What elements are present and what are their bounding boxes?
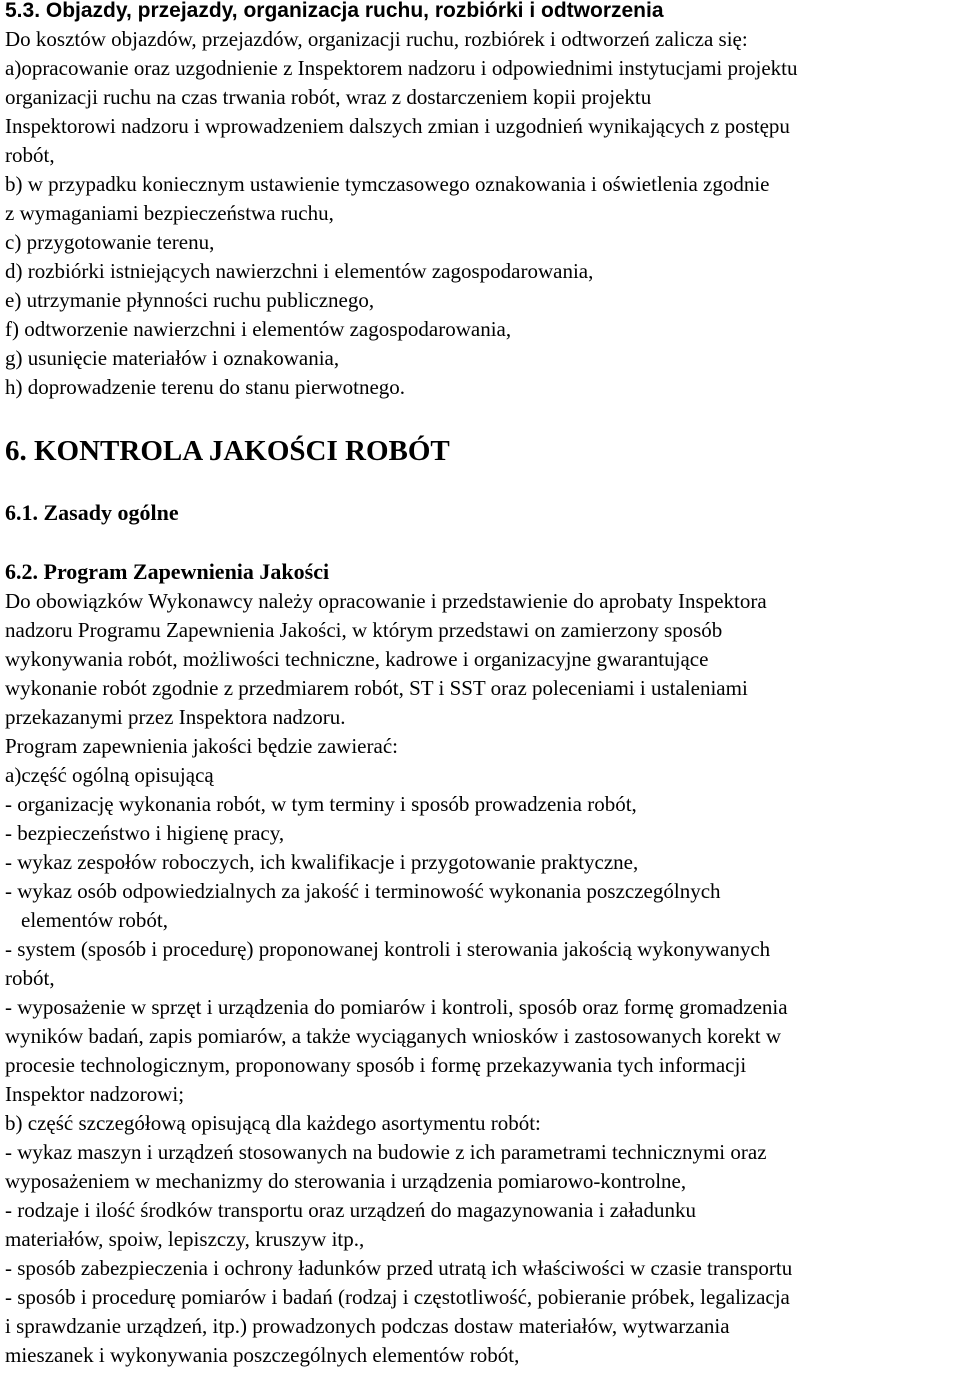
section-5-3-heading: 5.3. Objazdy, przejazdy, organizacja ruchu, rozbiórki i odtworzenia xyxy=(5,0,664,22)
paragraph-line: Do kosztów objazdów, przejazdów, organizacji ruchu, rozbiórek i odtworzeń zalicza się: xyxy=(5,27,748,51)
paragraph-line: d) rozbiórki istniejących nawierzchni i elementów zagospodarowania, xyxy=(5,259,594,283)
section-6-1-heading: 6.1. Zasady ogólne xyxy=(5,500,179,525)
list-item-continuation: robót, xyxy=(5,966,55,990)
list-item-continuation: procesie technologicznym, proponowany sposób i formę przekazywania tych informacji xyxy=(5,1053,747,1077)
list-item-continuation: mieszanek i wykonywania poszczególnych elementów robót, xyxy=(5,1343,520,1367)
list-item: - wyposażenie w sprzęt i urządzenia do pomiarów i kontroli, sposób oraz formę gromadzenia xyxy=(5,995,788,1019)
list-item-continuation: i sprawdzanie urządzeń, itp.) prowadzonych podczas dostaw materiałów, wytwarzania xyxy=(5,1314,730,1338)
paragraph-line: a)część ogólną opisującą xyxy=(5,763,214,787)
paragraph-line: Do obowiązków Wykonawcy należy opracowanie i przedstawienie do aprobaty Inspektora xyxy=(5,589,767,613)
paragraph-line: wykonanie robót zgodnie z przedmiarem robót, ST i SST oraz poleceniami i ustaleniami xyxy=(5,676,748,700)
paragraph-line: Inspektorowi nadzoru i wprowadzeniem dalszych zmian i uzgodnień wynikających z postępu xyxy=(5,114,790,138)
list-item: - wykaz zespołów roboczych, ich kwalifikacje i przygotowanie praktyczne, xyxy=(5,850,639,874)
list-item-continuation: Inspektor nadzorowi; xyxy=(5,1082,185,1106)
list-item: - bezpieczeństwo i higienę pracy, xyxy=(5,821,285,845)
list-item-continuation: wyników badań, zapis pomiarów, a także wyciąganych wniosków i zastosowanych korekt w xyxy=(5,1024,782,1048)
list-item: - rodzaje i ilość środków transportu oraz urządzeń do magazynowania i załadunku xyxy=(5,1198,696,1222)
list-item: - wykaz osób odpowiedzialnych za jakość i terminowość wykonania poszczególnych xyxy=(5,879,721,903)
paragraph-line: e) utrzymanie płynności ruchu publicznego, xyxy=(5,288,375,312)
paragraph-line: organizacji ruchu na czas trwania robót, wraz z dostarczeniem kopii projektu xyxy=(5,85,652,109)
paragraph-line: z wymaganiami bezpieczeństwa ruchu, xyxy=(5,201,334,225)
section-6-2-heading: 6.2. Program Zapewnienia Jakości xyxy=(5,559,330,584)
paragraph-line: g) usunięcie materiałów i oznakowania, xyxy=(5,346,340,370)
section-6-heading: 6. KONTROLA JAKOŚCI ROBÓT xyxy=(5,435,450,467)
paragraph-line: f) odtworzenie nawierzchni i elementów zagospodarowania, xyxy=(5,317,512,341)
paragraph-line: h) doprowadzenie terenu do stanu pierwotnego. xyxy=(5,375,406,399)
list-item: - system (sposób i procedurę) proponowanej kontroli i sterowania jakością wykonywanych xyxy=(5,937,771,961)
list-item-continuation: wyposażeniem w mechanizmy do sterowania i urządzenia pomiarowo-kontrolne, xyxy=(5,1169,687,1193)
list-item: - organizację wykonania robót, w tym terminy i sposób prowadzenia robót, xyxy=(5,792,637,816)
list-item-continuation: materiałów, spoiw, lepiszczy, kruszyw itp., xyxy=(5,1227,365,1251)
list-item: - sposób i procedurę pomiarów i badań (rodzaj i częstotliwość, pobieranie próbek, legalizacja xyxy=(5,1285,790,1309)
paragraph-line: robót, xyxy=(5,143,55,167)
paragraph-line: nadzoru Programu Zapewnienia Jakości, w którym przedstawi on zamierzony sposób xyxy=(5,618,723,642)
paragraph-line: Program zapewnienia jakości będzie zawierać: xyxy=(5,734,398,758)
list-item: - wykaz maszyn i urządzeń stosowanych na budowie z ich parametrami technicznymi oraz xyxy=(5,1140,767,1164)
paragraph-line: c) przygotowanie terenu, xyxy=(5,230,215,254)
paragraph-line: a)opracowanie oraz uzgodnienie z Inspektorem nadzoru i odpowiednimi instytucjami projektu xyxy=(5,56,798,80)
paragraph-line: b) część szczegółową opisującą dla każdego asortymentu robót: xyxy=(5,1111,541,1135)
paragraph-line: b) w przypadku koniecznym ustawienie tymczasowego oznakowania i oświetlenia zgodnie xyxy=(5,172,770,196)
list-item: - sposób zabezpieczenia i ochrony ładunków przed utratą ich właściwości w czasie transportu xyxy=(5,1256,793,1280)
list-item-continuation: elementów robót, xyxy=(21,908,168,932)
paragraph-line: przekazanymi przez Inspektora nadzoru. xyxy=(5,705,346,729)
paragraph-line: wykonywania robót, możliwości techniczne, kadrowe i organizacyjne gwarantujące xyxy=(5,647,709,671)
